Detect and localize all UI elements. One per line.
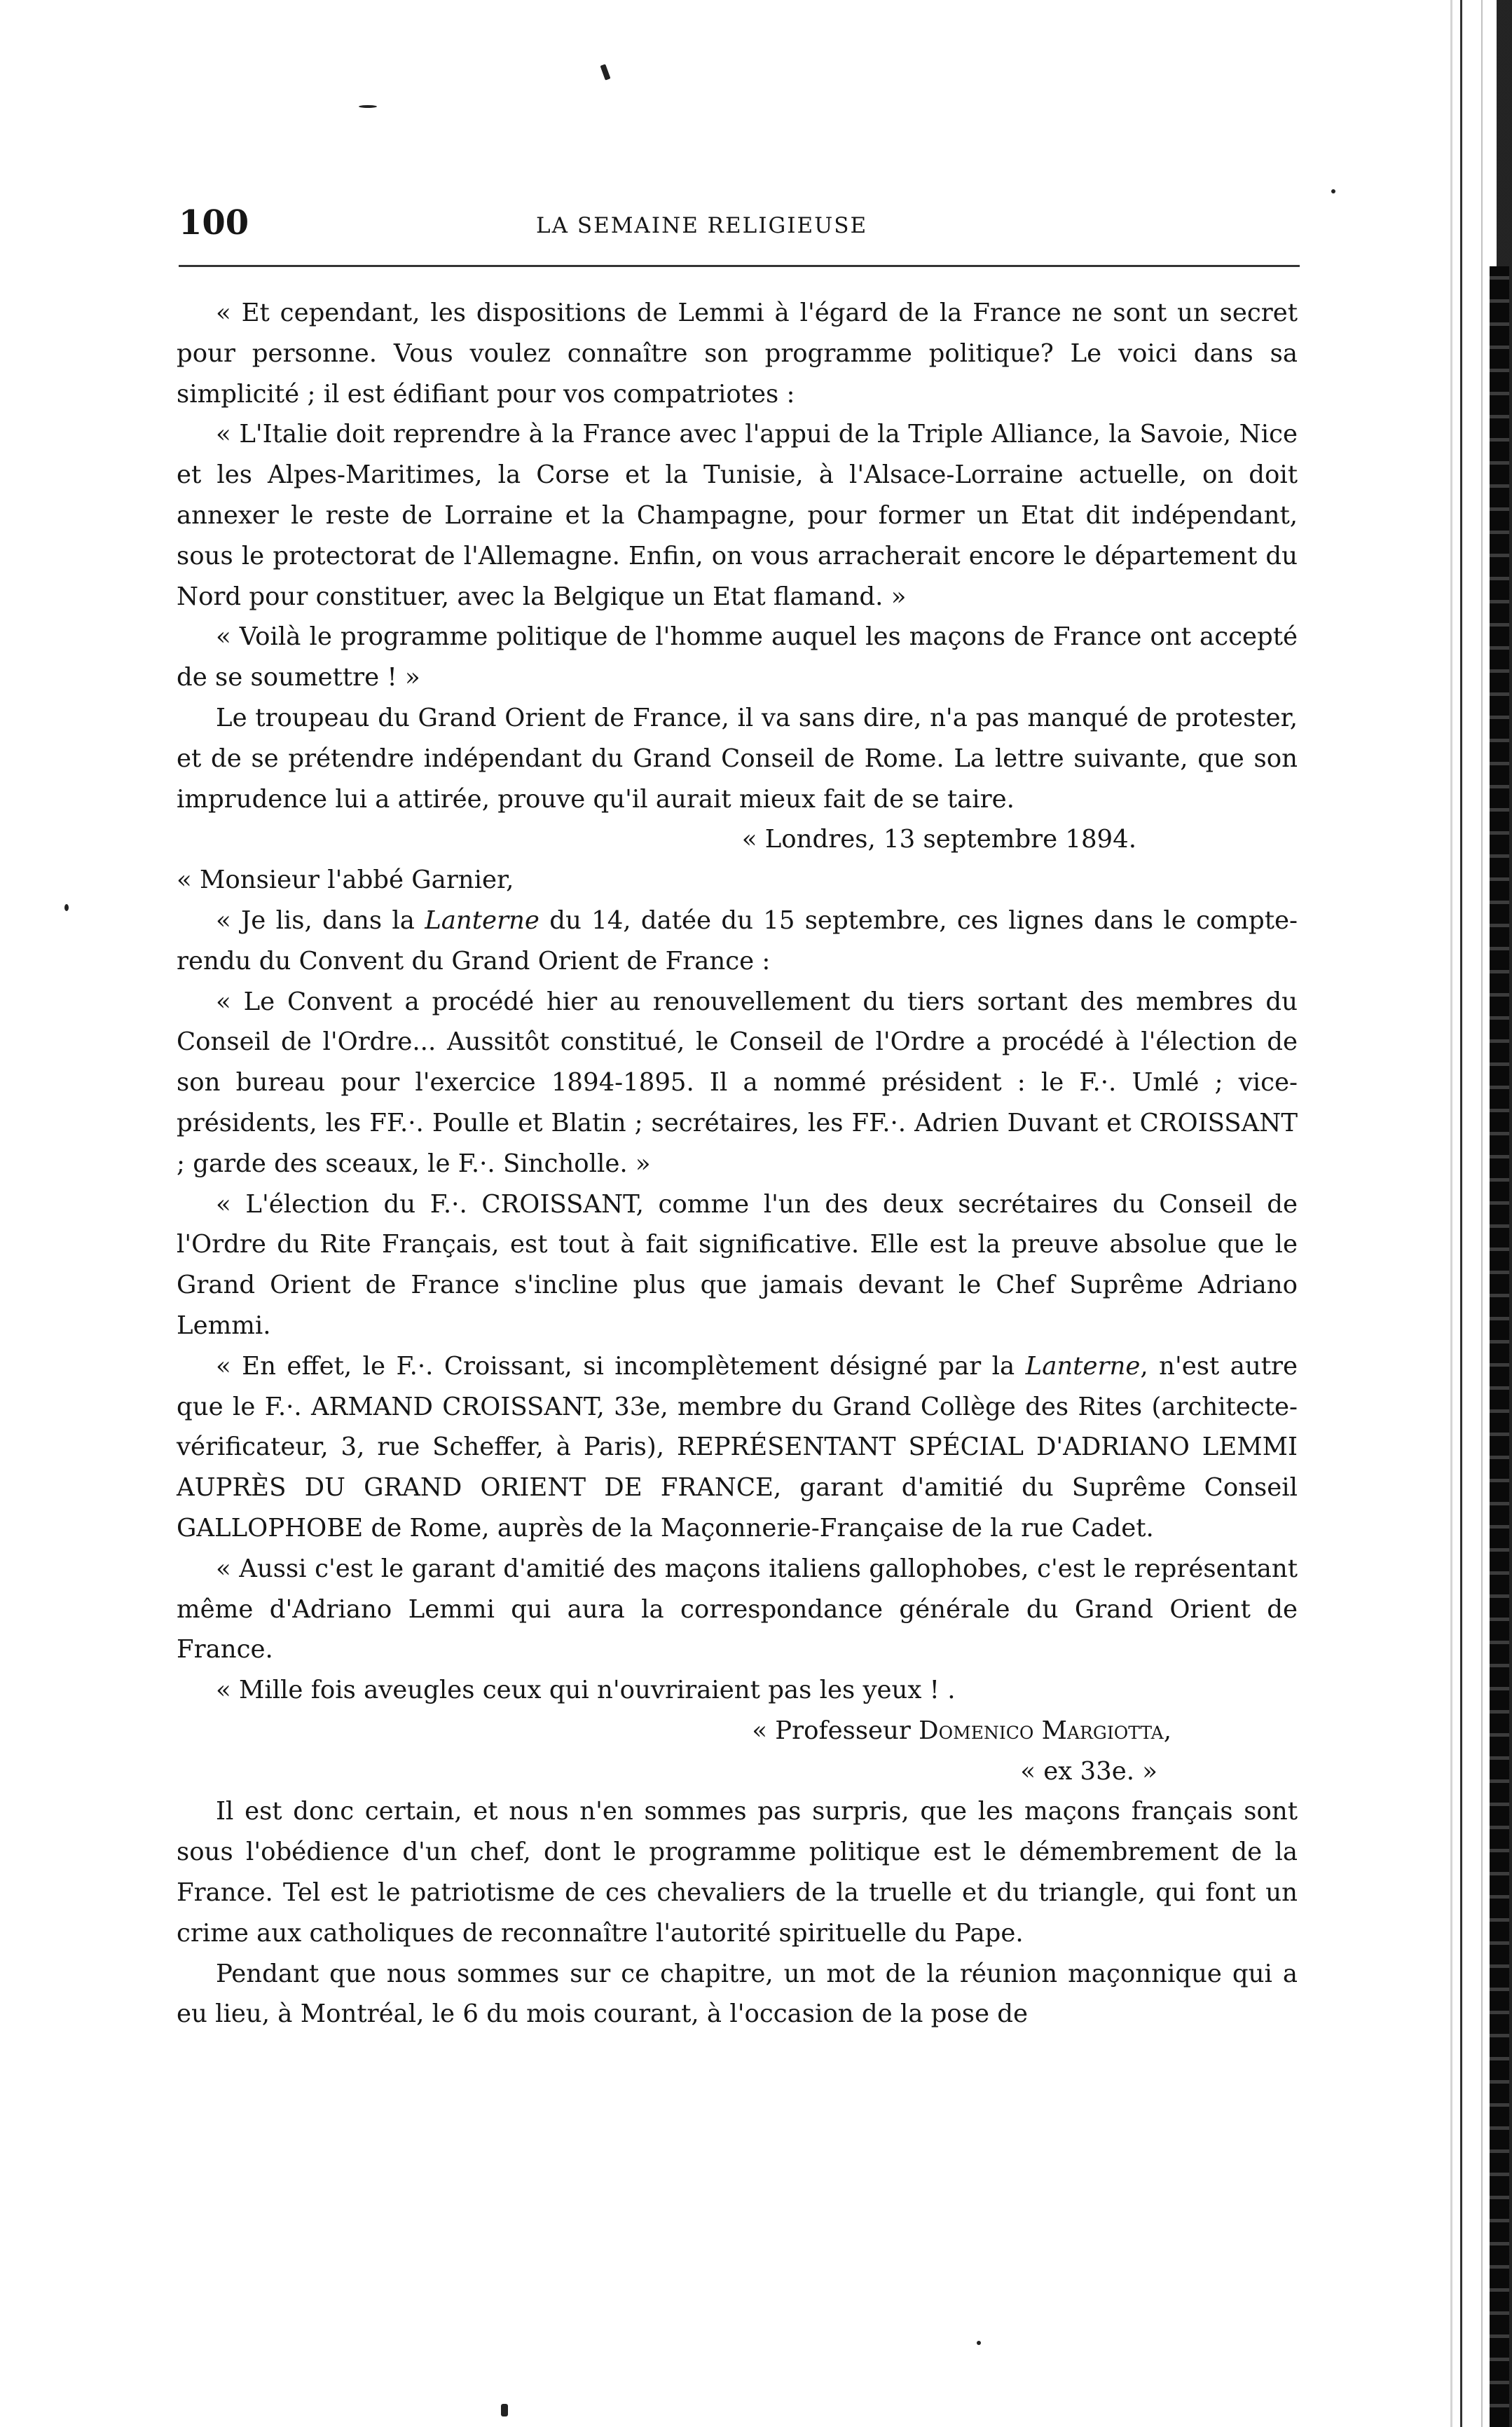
scan-speck <box>359 105 377 108</box>
paragraph-program-accepted: « Voilà le programme politique de l'homme auquel les maçons de France ont accepté de se soumettre ! » <box>177 622 1298 692</box>
running-title: LA SEMAINE RELIGIEUSE <box>536 213 868 238</box>
paragraph-garant-amitie: « Aussi c'est le garant d'amitié des maçons italiens gallophobes, c'est le représentant même d'Adriano Lemmi qui aura la correspondance générale du Grand Orient de France. <box>177 1554 1298 1664</box>
paragraph-lemmi-dispositions: « Et cependant, les dispositions de Lemmi à l'égard de la France ne sont un secret pour personne. Vous voulez connaître son programme politique? Le voici dans sa simplicité ; il est édifiant pour vos compatriotes : <box>177 299 1298 409</box>
article-body <box>177 293 1298 2035</box>
scan-speck <box>501 2404 508 2416</box>
scan-speck <box>64 904 69 911</box>
page-header <box>179 199 1300 255</box>
paragraph-convent-report: « Le Convent a procédé hier au renouvellement du tiers sortant des membres du Conseil de l'Ordre... Aussitôt constitué, le Conseil de l'Ordre a procédé à l'élection de son bureau pour l'exercice 1894-1895. Il a nommé président : le F.·. Umlé ; vice-présidents, les FF.·. Poulle et Blatin ; secrétaires, les FF.·. Adrien Duvant et CROISSANT ; garde des sceaux, le F.·. Sincholle. » <box>177 987 1298 1178</box>
letter-dateline: « Londres, 13 septembre 1894. <box>741 825 1136 854</box>
p5-newspaper-title: Lanterne <box>425 905 539 935</box>
scan-binding-edge <box>1490 266 1509 2427</box>
p8-text-start: « En effet, le F.·. Croissant, si incomplètement désigné par la <box>216 1351 1026 1381</box>
paragraph-conclusion: Il est donc certain, et nous n'en sommes pas surpris, que les maçons français sont sous l'obédience d'un chef, dont le programme politique est le démembrement de la France. Tel est le patriotisme de ces chevaliers de la truelle et du triangle, qui font un crime aux catholiques de reconnaître l'autorité spirituelle du Pape. <box>177 1797 1298 1948</box>
paragraph-mille-fois: « Mille fois aveugles ceux qui n'ouvriraient pas les yeux ! . <box>216 1676 956 1705</box>
scan-speck <box>1331 189 1335 193</box>
p5-text-end: du 14, datée du 15 septembre, ces lignes dans le compte-rendu du Convent du Grand Orient de France : <box>177 905 1298 976</box>
scan-speck <box>600 64 610 80</box>
paragraph-italy-program: « L'Italie doit reprendre à la France avec l'appui de la Triple Alliance, la Savoie, Nice et les Alpes-Maritimes, la Corse et la Tunisie, à l'Alsace-Lorraine actuelle, on doit annexer le reste de Lorraine et la Champagne, pour former un Etat dit indépendant, sous le protectorat de l'Allemagne. Enfin, on vous arracherait encore le département du Nord pour constituer, avec la Belgique un Etat flamand. » <box>177 420 1298 611</box>
paragraph-croissant-identity <box>177 1346 1298 1549</box>
signature-name: Domenico Margiotta, <box>919 1716 1171 1745</box>
paragraph-montreal-meeting: Pendant que nous sommes sur ce chapitre, un mot de la réunion maçonnique qui a eu lieu, à Montréal, le 6 du mois courant, à l'occasion de la pose de <box>177 1959 1298 2029</box>
letter-signature <box>177 1711 1298 1751</box>
p8-text-end: , n'est autre que le F.·. ARMAND CROISSANT, 33e, membre du Grand Collège des Rites (architecte-vérificateur, 3, rue Scheffer, à Paris), REPRÉSENTANT SPÉCIAL D'ADRIANO LEMMI AUPRÈS DU GRAND ORIENT DE FRANCE, garant d'amitié du Suprême Conseil GALLOPHOBE de Rome, auprès de la Maçonnerie-Française de la rue Cadet. <box>177 1351 1298 1543</box>
scan-speck <box>977 2341 981 2345</box>
paragraph-grand-orient-protest: Le troupeau du Grand Orient de France, il va sans dire, n'a pas manqué de protester, et de se prétendre indépendant du Grand Conseil de Rome. La lettre suivante, que son imprudence lui a attirée, prouve qu'il aurait mieux fait de se taire. <box>177 703 1298 814</box>
p5-text-start: « Je lis, dans la <box>216 905 425 935</box>
paragraph-lanterne-quote <box>177 901 1298 982</box>
page-number: 100 <box>179 203 249 242</box>
signature-title: « ex 33e. » <box>1020 1756 1157 1786</box>
header-rule <box>179 265 1300 267</box>
p8-newspaper-title: Lanterne <box>1025 1351 1141 1381</box>
paragraph-croissant-election: « L'élection du F.·. CROISSANT, comme l'un des deux secrétaires du Conseil de l'Ordre du Rite Français, est tout à fait significative. Elle est la preuve absolue que le Grand Orient de France s'incline plus que jamais devant le Chef Suprême Adriano Lemmi. <box>177 1189 1298 1340</box>
signature-prefix: « Professeur <box>752 1716 919 1745</box>
letter-salutation: « Monsieur l'abbé Garnier, <box>177 866 514 895</box>
